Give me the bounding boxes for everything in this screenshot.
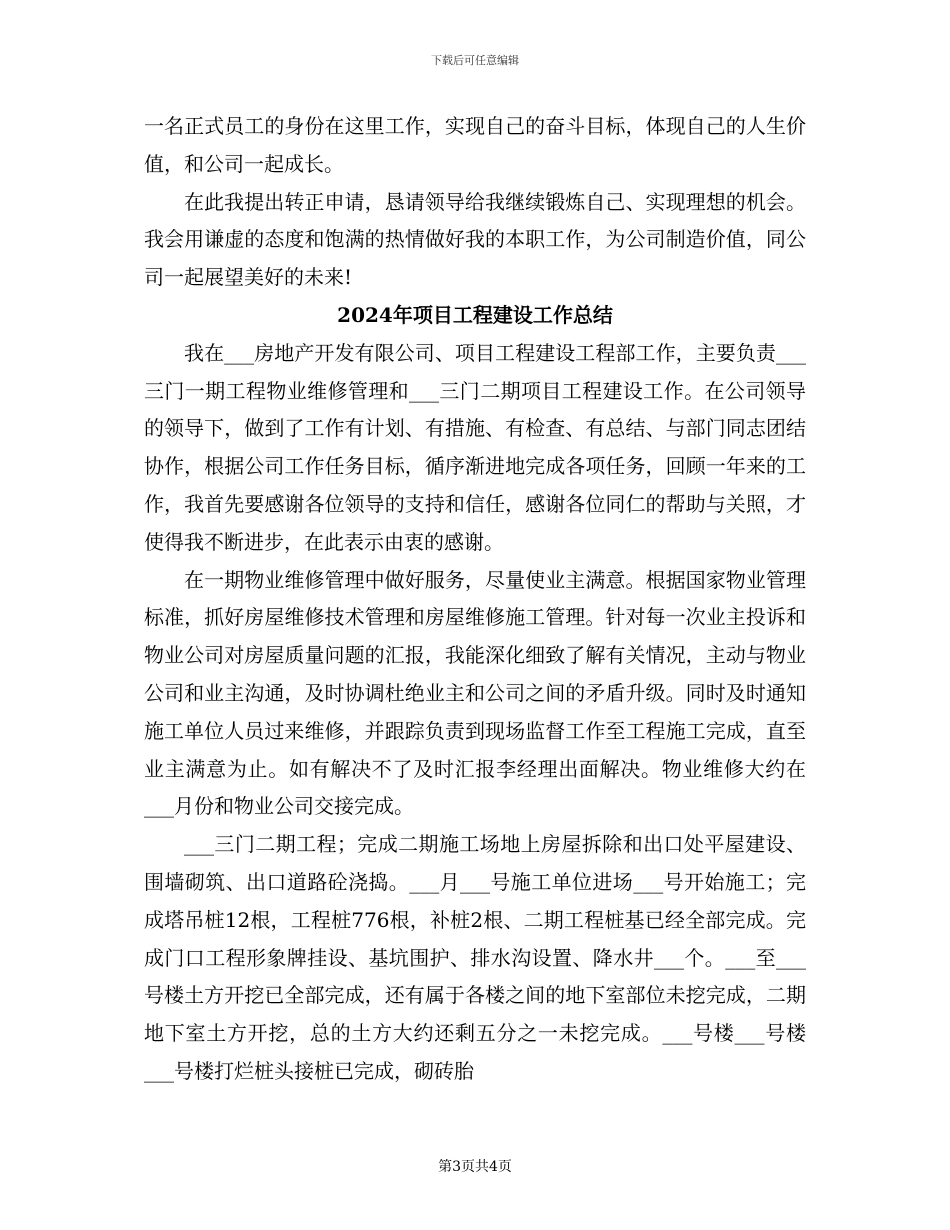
- page-header: 下载后可任意编辑: [431, 54, 519, 67]
- paragraph: 在此我提出转正申请，恳请领导给我继续锻炼自己、实现理想的机会。我会用谦虚的态度和饱满的热情做好我的本职工作，为公司制造价值，同公司一起展望美好的未来!: [144, 189, 806, 290]
- section-title: 2024年项目工程建设工作总结: [337, 302, 613, 327]
- paragraph: 在一期物业维修管理中做好服务，尽量使业主满意。根据国家物业管理标准，抓好房屋维修技术管理和房屋维修施工管理。针对每一次业主投诉和物业公司对房屋质量问题的汇报，我能深化细致了解有关情况，主动与物业公司和业主沟通，及时协调杜绝业主和公司之间的矛盾升级。同时及时通知施工单位人员过来维修，并跟踪负责到现场监督工作至工程施工完成，直至业主满意为止。如有解决不了及时汇报李经理出面解决。物业维修大约在___月份和物业公司交接完成。: [144, 567, 806, 819]
- document-body: [144, 108, 806, 1091]
- page-number: 第3页共4页: [438, 1159, 512, 1175]
- paragraph: 一名正式员工的身份在这里工作，实现自己的奋斗目标，体现自己的人生价值，和公司一起成长。: [144, 114, 806, 176]
- paragraph: ___三门二期工程；完成二期施工场地上房屋拆除和出口处平屋建设、围墙砌筑、出口道路砼浇捣。___月___号施工单位进场___号开始施工；完成塔吊桩12根，工程桩776根，补桩2根、二期工程桩基已经全部完成。完成门口工程形象牌挂设、基坑围护、排水沟设置、降水井___个。___至___号楼土方开挖已全部完成，还有属于各楼之间的地下室部位未挖完成，二期地下室土方开挖，总的土方大约还剩五分之一未挖完成。___号楼___号楼___号楼打烂桩头接桩已完成，砌砖胎: [144, 832, 806, 1083]
- paragraph: 我在___房地产开发有限公司、项目工程建设工程部工作，主要负责___三门一期工程物业维修管理和___三门二期项目工程建设工作。在公司领导的领导下，做到了工作有计划、有措施、有检查、有总结、与部门同志团结协作，根据公司工作任务目标，循序渐进地完成各项任务，回顾一年来的工作，我首先要感谢各位领导的支持和信任，感谢各位同仁的帮助与关照，才使得我不断进步，在此表示由衷的感谢。: [144, 340, 806, 554]
